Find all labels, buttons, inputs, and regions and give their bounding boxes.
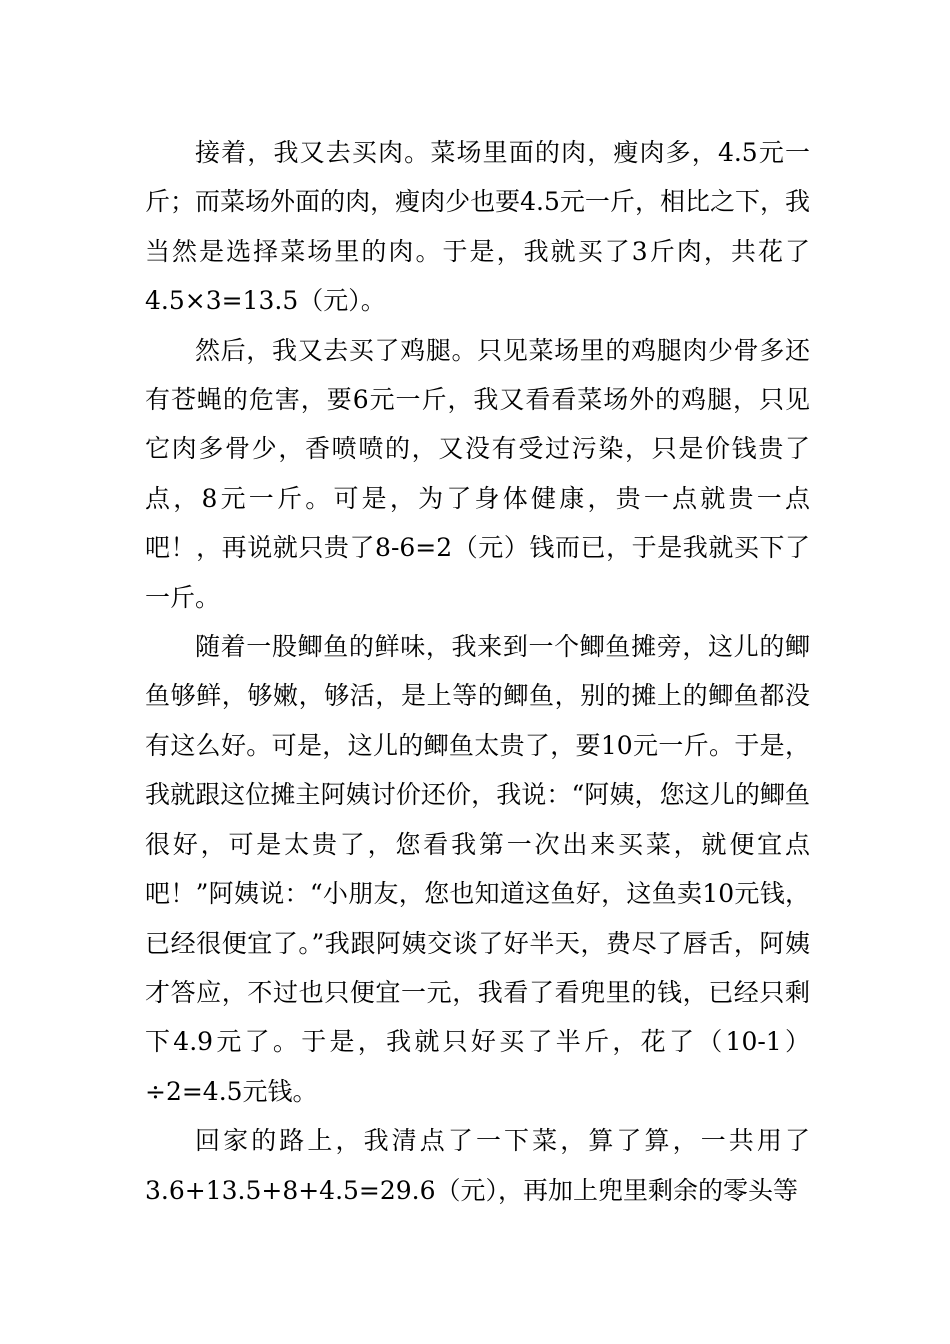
body-text	[145, 128, 810, 1215]
paragraph-meat: 接着，我又去买肉。菜场里面的肉，瘦肉多，4.5元一斤；而菜场外面的肉，瘦肉少也要4.5元一斤，相比之下，我当然是选择菜场里的肉。于是，我就买了3斤肉，共花了4.5×3=13.5（元）。	[145, 138, 810, 316]
paragraph-crucian-carp: 随着一股鲫鱼的鲜味，我来到一个鲫鱼摊旁，这儿的鲫鱼够鲜，够嫩，够活，是上等的鲫鱼，别的摊上的鲫鱼都没有这么好。可是，这儿的鲫鱼太贵了，要10元一斤。于是，我就跟这位摊主阿姨讨价还价，我说：“阿姨，您这儿的鲫鱼很好，可是太贵了，您看我第一次出来买菜，就便宜点吧！”阿姨说：“小朋友，您也知道这鱼好，这鱼卖10元钱，已经很便宜了。”我跟阿姨交谈了好半天，费尽了唇舌，阿姨才答应，不过也只便宜一元，我看了看兜里的钱，已经只剩下4.9元了。于是，我就只好买了半斤，花了（10-1）÷2=4.5元钱。	[145, 632, 810, 1106]
paragraph-chicken-legs: 然后，我又去买了鸡腿。只见菜场里的鸡腿肉少骨多还有苍蝇的危害，要6元一斤，我又看看菜场外的鸡腿，只见它肉多骨少，香喷喷的，又没有受过污染，只是价钱贵了点，8元一斤。可是，为了身体健康，贵一点就贵一点吧！，再说就只贵了8-6=2（元）钱而已，于是我就买下了一斤。	[145, 335, 810, 612]
paragraph-way-home: 回家的路上，我清点了一下菜，算了算，一共用了3.6+13.5+8+4.5=29.6（元），再加上兜里剩余的零头等	[145, 1126, 810, 1205]
